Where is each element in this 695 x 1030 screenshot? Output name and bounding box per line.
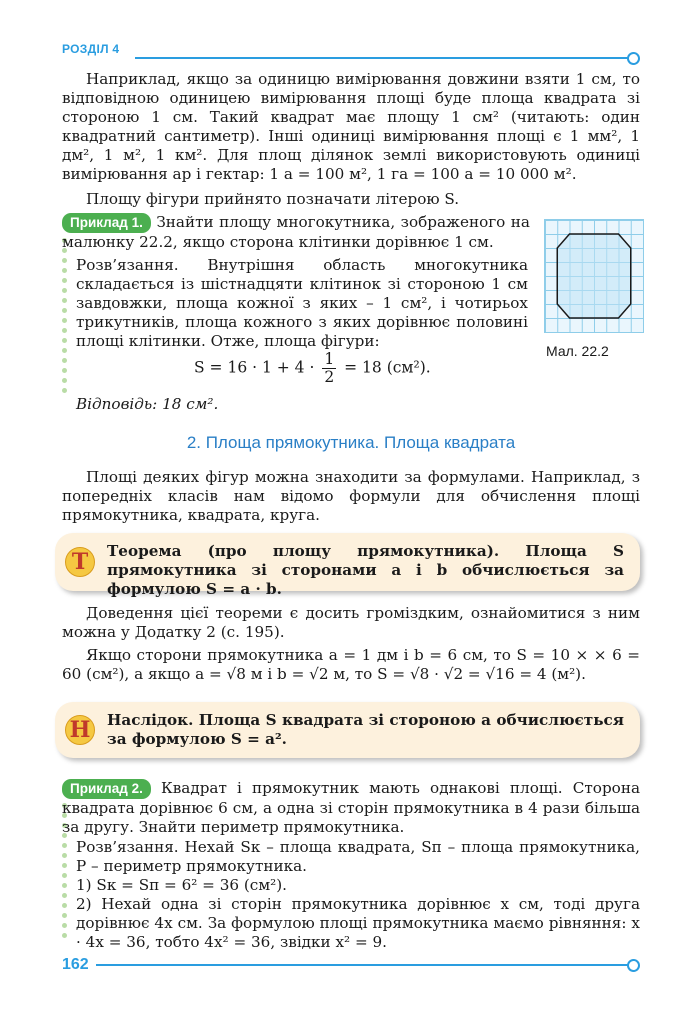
footer-rule-end	[627, 959, 640, 972]
example1-problem-block	[62, 213, 530, 252]
corollary-badge-icon: Н	[65, 715, 95, 745]
proof-block	[62, 604, 640, 684]
example2-solution: Розв’язання. Нехай Sк – площа квадрата, Sп – площа прямокутника, P – периметр прямокутника.	[76, 838, 640, 875]
corollary-text: Наслідок. Площа S квадрата зі стороною a обчислюється за формулою S = a².	[107, 711, 624, 748]
formulas-paragraph: Площі деяких фігур можна знаходити за формулами. Наприклад, з попередніх класів нам відомо формули для обчислення площі прямокутника, квадрата, круга.	[62, 468, 640, 524]
example1-problem: Знайти площу многокутника, зображеного на малюнку 22.2, якщо сторона клітинки дорівнює 1 см.	[62, 213, 530, 251]
intro-paragraph-2: Площу фігури прийнято позначати літерою S.	[86, 190, 460, 208]
example1-solution: Розв’язання. Внутрішня область многокутника складається із шістнадцяти клітинок зі стороною 1 см завдовжки, площа кожної з яких – 1 см², і чотирьох трикутників, площа кожного з яких дорівнює половині площі клітинки. Отже, площа фігури:	[76, 256, 528, 350]
proof-paragraph-2: Якщо сторони прямокутника a = 1 дм і b = 6 см, то S = 10 × × 6 = 60 (см²), а якщо a = √8 м і b = √2 м, то S = √8 · √2 = √16 = 4 (м²).	[62, 646, 640, 683]
formula-right: = 18 (см²).	[344, 358, 431, 377]
formula-fraction-denominator: 2	[324, 368, 335, 386]
polygon-shape	[545, 220, 643, 332]
corollary-callout	[55, 702, 640, 758]
example2-step-2: 2) Нехай одна зі сторін прямокутника дорівнює x см, тоді друга дорівнює 4x см. За формулою площі прямокутника маємо рівняння: x · 4x = 36, тобто 4x² = 36, звідки x² = 9.	[76, 895, 640, 951]
example2-step-1: 1) Sк = Sп = 6² = 36 (см²).	[76, 876, 287, 894]
formula-fraction-numerator: 1	[324, 350, 335, 368]
intro-paragraph-1: Наприклад, якщо за одиницю вимірювання довжини взяти 1 см, то відповідною одиницею вимірювання площі буде площа квадрата зі стороною 1 см. Такий квадрат має площу 1 см² (читають: один квадратний сантиметр). Інші одиниці вимірювання площі є 1 мм², 1 дм², 1 м², 1 км². Для площ ділянок землі використовують одиниці вимірювання ар і гектар: 1 а = 100 м², 1 га = 100 а = 10 000 м².	[62, 70, 640, 183]
example1-label: Приклад 1.	[62, 213, 151, 233]
proof-paragraph-1: Доведення цієї теореми є досить громіздким, ознайомитися з ним можна у Додатку 2 (с. 195).	[62, 604, 640, 641]
example1-dots	[62, 238, 68, 398]
figure-caption: Мал. 22.2	[546, 343, 609, 359]
section2-title: 2. Площа прямокутника. Площа квадрата	[186, 433, 516, 452]
theorem-badge-icon: T	[65, 547, 95, 577]
example2-problem: Квадрат і прямокутник мають однакові площі. Сторона квадрата дорівнює 6 см, а одна зі сторін прямокутника в 4 рази більша за другу. Знайти периметр прямокутника.	[62, 779, 640, 836]
formula-fraction	[322, 351, 336, 386]
example2-solution-block	[76, 838, 640, 952]
example2-label: Приклад 2.	[62, 779, 151, 799]
example1-formula	[194, 351, 431, 386]
header-rule	[135, 57, 628, 59]
theorem-text: Теорема (про площу прямокутника). Площа S прямокутника зі сторонами a і b обчислюється за формулою S = a · b.	[107, 542, 624, 598]
header-rule-end	[627, 52, 640, 65]
intro-block	[62, 70, 640, 209]
formula-left: S = 16 · 1 + 4 ·	[194, 358, 315, 377]
example1-answer: Відповідь: 18 см².	[76, 395, 219, 413]
theorem-callout	[55, 533, 640, 598]
example2-problem-block	[62, 779, 640, 837]
section-header: РОЗДІЛ 4	[62, 42, 120, 56]
polygon-grid-figure	[544, 219, 644, 333]
footer-rule	[96, 964, 628, 966]
page-number: 162	[62, 956, 89, 973]
